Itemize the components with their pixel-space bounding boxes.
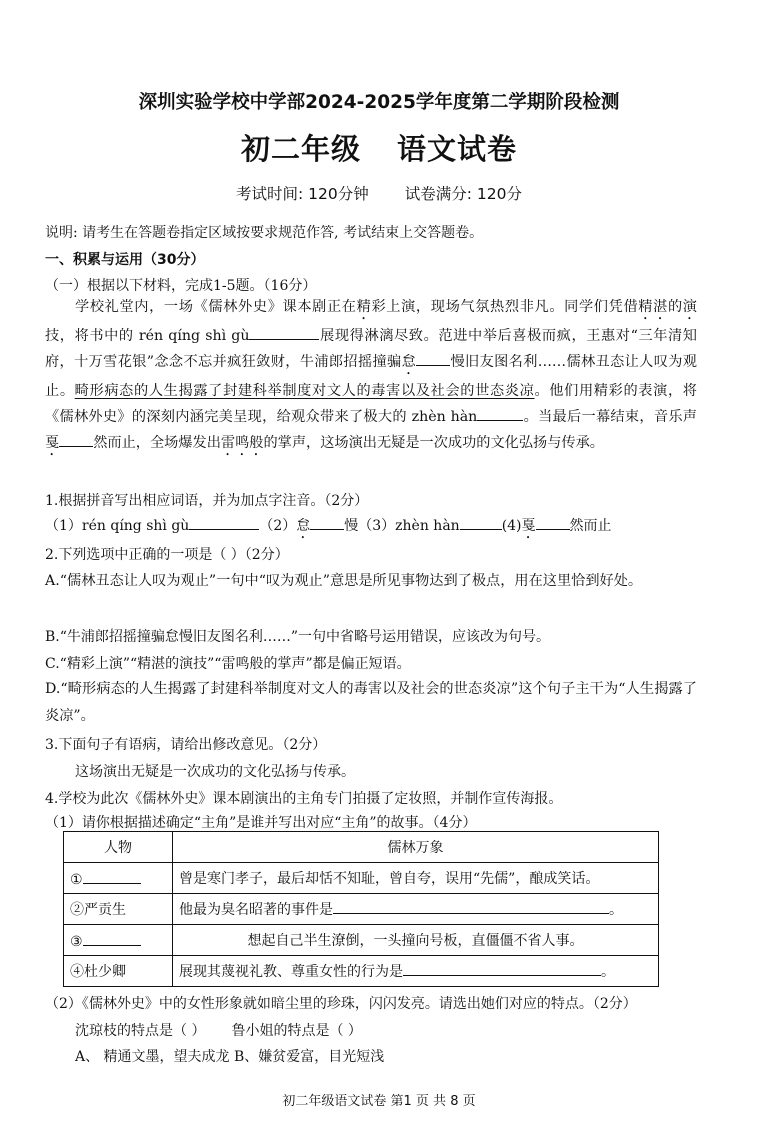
table-cell-desc: 想起自己半生潦倒，一头撞向号板，直僵僵不省人事。 (173, 925, 659, 956)
question-1-answers: （1）rén qíng shì gù （2）怠 慢（3）zhèn hàn (4)戛 然而止 (45, 515, 612, 542)
exam-score: 试卷满分: 120分 (404, 185, 522, 203)
table-cell-desc: 曾是寒门孝子，最后却恬不知耻，曾自夸，误用“先儒”，酿成笑话。 (173, 863, 659, 894)
answer-blank[interactable] (536, 515, 570, 530)
school-title: 深圳实验学校中学部2024-2025学年度第二学期阶段检测 (138, 92, 620, 113)
option-c: C.“精彩上演”“精湛的演技”“雷鸣般的掌声”都是偏正短语。 (45, 656, 411, 672)
exam-time: 考试时间: 120分钟 (236, 185, 369, 203)
answer-blank[interactable] (403, 961, 601, 976)
table-header-row (64, 832, 659, 863)
table-cell-person: ③ (64, 925, 173, 956)
question-4-options: A、 精通文墨，望夫成龙 B、嫌贫爱富，目光短浅 (75, 1049, 385, 1065)
answer-blank[interactable] (83, 869, 141, 884)
underlined-sentence: 畸形病态的人生揭露了封建科举制度对文人的毒害以及社会的世态炎凉 (74, 383, 535, 399)
grade-label: 初二年级 (240, 132, 361, 166)
answer-blank[interactable] (83, 931, 141, 946)
answer-blank[interactable] (310, 515, 344, 530)
dotted-char: 演 (682, 299, 697, 315)
answer-blank[interactable] (416, 351, 450, 366)
table-header: 人物 (64, 832, 173, 863)
answer-blank[interactable] (59, 432, 93, 447)
character-table (63, 831, 659, 987)
table-cell-person: ④杜少卿 (64, 956, 173, 987)
dotted-char: 精 (356, 299, 372, 315)
dotted-char: 戛 (45, 435, 60, 451)
question-3-sentence: 这场演出无疑是一次成功的文化弘扬与传承。 (75, 764, 355, 780)
table-cell-person: ②严贡生 (64, 894, 173, 925)
part-title: （一）根据以下材料，完成1-5题。（16分） (45, 278, 317, 294)
option-b: B.“牛浦郎招摇撞骗怠慢旧友图名利……”一句中省略号运用错误，应该改为句号。 (45, 629, 551, 645)
table-row (64, 863, 659, 894)
question-3: 3.下面句子有语病，请给出修改意见。（2分） (45, 737, 327, 753)
question-4-sub2-answers: 沈琼枝的特点是（ ） 鲁小姐的特点是（ ） (75, 1023, 362, 1039)
exam-title (0, 127, 758, 168)
answer-blank[interactable] (477, 406, 523, 421)
page-footer: 初二年级语文试卷 第1 页 共 8 页 (282, 1094, 476, 1109)
table-header: 儒林万象 (173, 832, 659, 863)
table-cell-desc: 展现其蔑视礼教、尊重女性的行为是 。 (173, 956, 659, 987)
dotted-char: 雷鸣般 (220, 435, 264, 451)
dotted-char: 怠 (401, 354, 417, 370)
exam-info (0, 182, 758, 204)
dotted-char: 精湛 (638, 299, 668, 315)
answer-blank[interactable] (189, 515, 259, 530)
answer-blank[interactable] (249, 325, 319, 340)
reading-passage: 学校礼堂内，一场《儒林外史》课本剧正在精彩上演，现场气氛热烈非凡。同学们凭借精湛的演技，将书中的 rén qíng shì gù 展现得淋漓尽致。范进中举后喜极而疯，王惠对“三年清知府，十万雪花银”念念不忘并疯狂敛财，牛浦郎招摇撞骗怠 慢旧友图名利……儒林丑态让人叹为观止。畸形病态的人生揭露了封建科举制度对文人的毒害以及社会的世态炎凉。他们用精彩的表演，将《儒林外史》的深刻内涵完美呈现，给观众带来了极大的 zhèn hàn 。当最后一幕结束，音乐声戛 然而止，全场爆发出雷鸣般的掌声，这场演出无疑是一次成功的文化弘扬与传承。 (45, 299, 697, 451)
answer-blank[interactable] (460, 515, 502, 530)
question-4-sub1: （1）请你根据描述确定“主角”是谁并写出对应“主角”的故事。（4分） (45, 815, 477, 831)
table-row (64, 956, 659, 987)
section-title: 一、积累与运用（30分） (45, 252, 205, 268)
table-cell-person: ① (64, 863, 173, 894)
table-row (64, 894, 659, 925)
option-a: A.“儒林丑态让人叹为观止”一句中“叹为观止”意思是所见事物达到了极点，用在这里恰到好处。 (45, 573, 643, 589)
table-row (64, 925, 659, 956)
question-4: 4.学校为此次《儒林外史》课本剧演出的主角专门拍摄了定妆照，并制作宣传海报。 (45, 791, 563, 807)
option-d: D.“畸形病态的人生揭露了封建科举制度对文人的毒害以及社会的世态炎凉”这个句子主干为“人生揭露了炎凉”。 (45, 681, 697, 724)
question-4-sub2: （2）《儒林外史》中的女性形象就如暗尘里的珍珠，闪闪发亮。请选出她们对应的特点。（2分） (45, 996, 637, 1012)
table-cell-desc: 他最为臭名昭著的事件是 。 (173, 894, 659, 925)
question-1: 1.根据拼音写出相应词语，并为加点字注音。（2分） (45, 493, 369, 509)
subject-label: 语文试卷 (397, 132, 518, 166)
question-2: 2.下列选项中正确的一项是（ ）（2分） (45, 547, 289, 563)
answer-blank[interactable] (333, 899, 609, 914)
instructions: 说明: 请考生在答题卷指定区域按要求规范作答, 考试结束上交答题卷。 (45, 225, 484, 241)
